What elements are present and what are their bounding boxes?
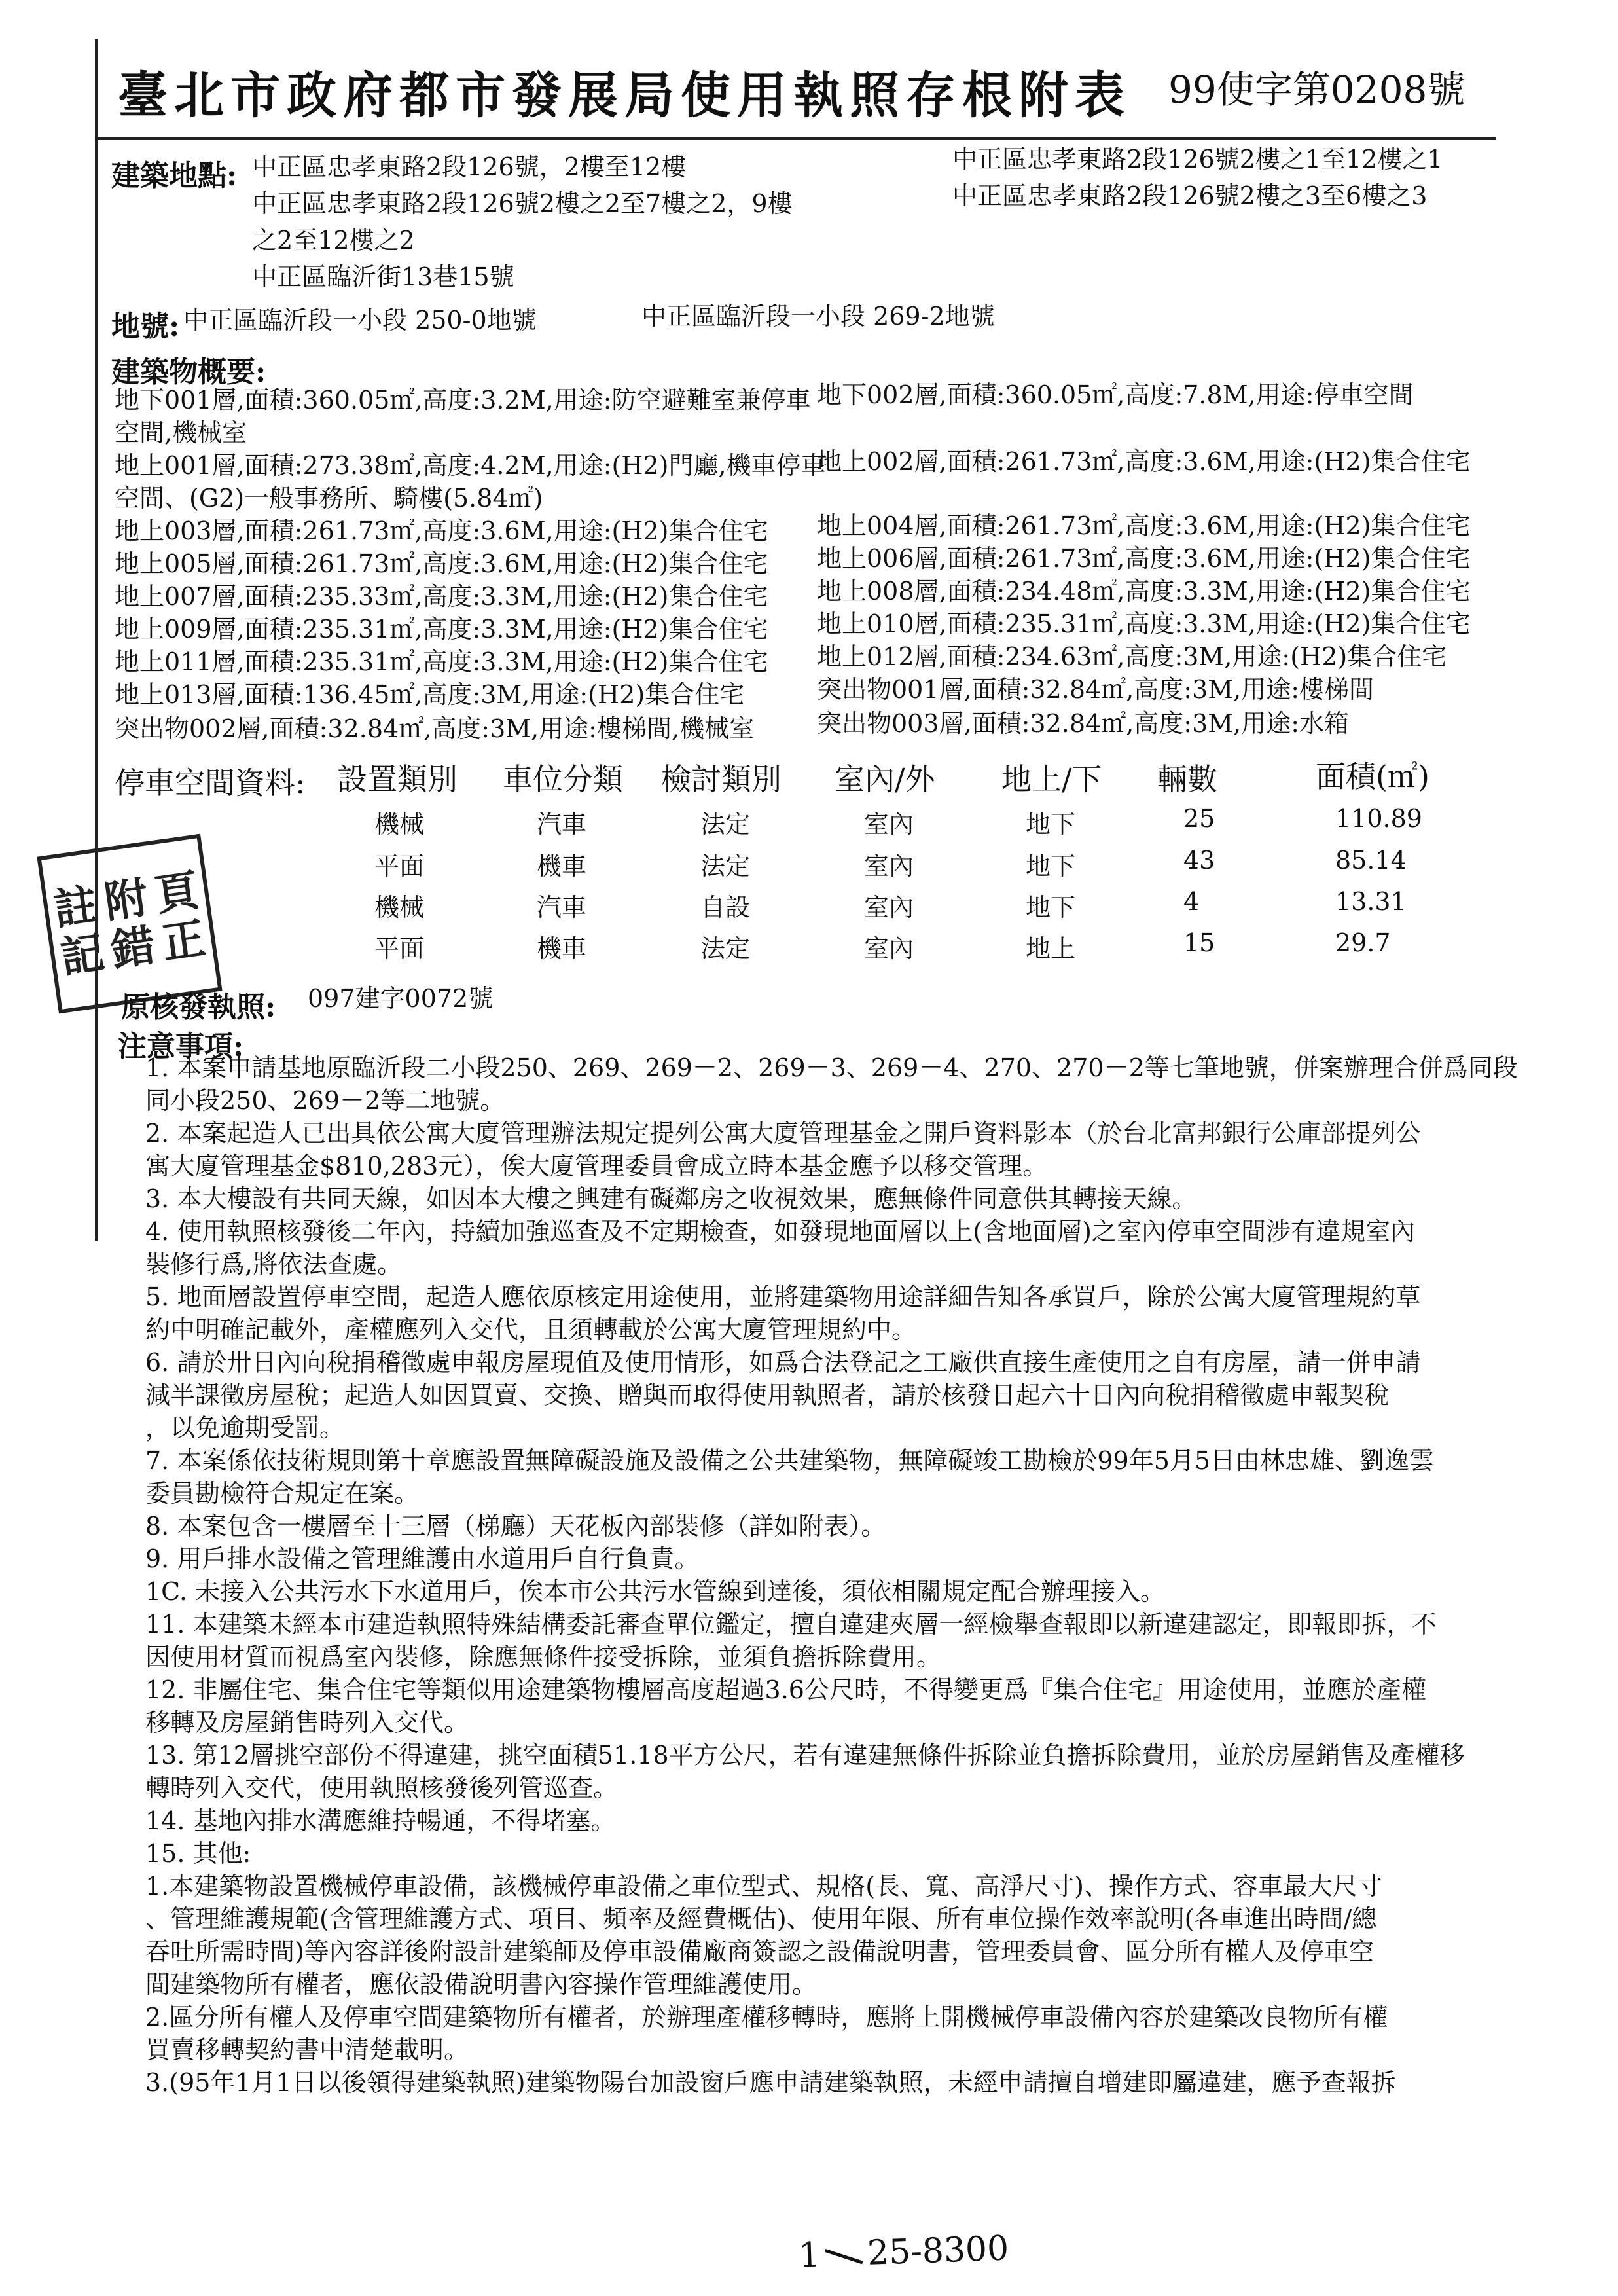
parking-cell: 室內 <box>864 810 914 839</box>
note-line: 14. 基地內排水溝應維持暢通，不得堵塞。 <box>145 1806 616 1835</box>
building-row: 地上003層,面積:261.73㎡,高度:3.6M,用途:(H2)集合住宅 <box>115 517 768 545</box>
footer-right: 25-8300 <box>867 2229 1010 2273</box>
parking-cell: 汽車 <box>537 810 587 839</box>
note-line: 3. 本大樓設有共同天線，如因本大樓之興建有礙鄰房之收視效果，應無條件同意供其轉接天線。 <box>145 1184 1197 1213</box>
building-row: 地上002層,面積:261.73㎡,高度:3.6M,用途:(H2)集合住宅 <box>817 447 1471 476</box>
parking-cell: 機車 <box>537 852 587 881</box>
stamp-char: 頁 <box>151 864 202 921</box>
footer-mark <box>825 2249 863 2264</box>
note-line: 轉時列入交代，使用執照核發後列管巡查。 <box>145 1774 619 1802</box>
parking-header: 地上/下 <box>1001 761 1102 797</box>
note-line: 15. 其他: <box>145 1839 251 1868</box>
lot-label: 地號: <box>111 310 180 343</box>
note-line: 寓大廈管理基金$810,283元），俟大廈管理委員會成立時本基金應予以移交管理。 <box>145 1152 1048 1180</box>
parking-cell: 29.7 <box>1335 928 1391 957</box>
note-line: 1. 本案申請基地原臨沂段二小段250、269、269－2、269－3、269－4、270、270－2等七筆地號，併案辦理合併爲同段 <box>145 1053 1518 1082</box>
building-row: 地上001層,面積:273.38㎡,高度:4.2M,用途:(H2)門廳,機車停車 <box>115 451 826 480</box>
building-row: 地上008層,面積:234.48㎡,高度:3.3M,用途:(H2)集合住宅 <box>817 577 1471 606</box>
note-line: 6. 請於卅日內向稅捐稽徵處申報房屋現值及使用情形，如爲合法登記之工廠供直接生產使用之自有房屋，請一併申請 <box>145 1348 1421 1377</box>
note-line: 5. 地面層設置停車空間，起造人應依原核定用途使用，並將建築物用途詳細告知各承買戶，除於公寓大廈管理規約草 <box>145 1283 1421 1311</box>
stamp-char: 正 <box>158 912 209 969</box>
note-line: 吞吐所需時間)等內容詳後附設計建築師及停車設備廠商簽認之設備說明書，管理委員會、區分所有權人及停車空 <box>145 1937 1374 1966</box>
parking-cell: 機械 <box>374 893 425 922</box>
note-line: 1C. 未接入公共污水下水道用戶，俟本市公共污水管線到達後，須依相關規定配合辦理接入。 <box>145 1577 1166 1606</box>
building-row: 地上006層,面積:261.73㎡,高度:3.6M,用途:(H2)集合住宅 <box>817 544 1471 573</box>
note-line: 移轉及房屋銷售時列入交代。 <box>145 1708 469 1737</box>
parking-cell: 13.31 <box>1335 887 1407 916</box>
note-line: 2.區分所有權人及停車空間建築物所有權者，於辦理產權移轉時，應將上開機械停車設備內容於建築改良物所有權 <box>145 2003 1388 2032</box>
note-line: 1.本建築物設置機械停車設備，該機械停車設備之車位型式、規格(長、寬、高淨尺寸)、操作方式、容車最大尺寸 <box>145 1872 1382 1901</box>
parking-label: 停車空間資料: <box>115 765 306 801</box>
note-line: 委員勘檢符合規定在案。 <box>145 1479 420 1508</box>
note-line: 裝修行爲,將依法查處。 <box>145 1250 403 1279</box>
note-line: 11. 本建築未經本市建造執照特殊結構委託審查單位鑑定，擅自違建夾層一經檢舉查報即以新違建認定，即報即拆，不 <box>145 1610 1437 1639</box>
building-row: 地上011層,面積:235.31㎡,高度:3.3M,用途:(H2)集合住宅 <box>115 647 768 676</box>
site-line: 中正區忠孝東路2段126號2樓之3至6樓之3 <box>952 181 1428 210</box>
note-line: 約中明確記載外，產權應列入交代，且須轉載於公寓大廈管理規約中。 <box>145 1315 917 1344</box>
permit-number: 99使字第0208號 <box>1168 67 1465 112</box>
stamp-char: 附 <box>101 871 151 928</box>
parking-cell: 法定 <box>700 810 751 839</box>
parking-cell: 85.14 <box>1335 846 1407 875</box>
site-line: 之2至12樓之2 <box>252 226 415 255</box>
site-line: 中正區臨沂街13巷15號 <box>252 263 514 291</box>
parking-cell: 法定 <box>700 852 751 881</box>
stamp-char: 記 <box>57 926 108 983</box>
note-line: 13. 第12層挑空部份不得違建，挑空面積51.18平方公尺，若有違建無條件拆除並負擔拆除費用，並於房屋銷售及產權移 <box>145 1741 1465 1770</box>
parking-cell: 地下 <box>1026 852 1076 881</box>
title-underline-rule <box>95 137 1496 140</box>
building-row: 突出物003層,面積:32.84㎡,高度:3M,用途:水箱 <box>817 709 1350 738</box>
note-line: 12. 非屬住宅、集合住宅等類似用途建築物樓層高度超過3.6公尺時，不得變更爲『集合住宅』用途使用，並應於產權 <box>145 1675 1426 1704</box>
parking-header: 車位分類 <box>503 761 623 797</box>
parking-cell: 43 <box>1183 846 1215 875</box>
building-row: 地上007層,面積:235.33㎡,高度:3.3M,用途:(H2)集合住宅 <box>115 582 768 611</box>
parking-cell: 機車 <box>537 934 587 963</box>
parking-cell: 15 <box>1183 928 1215 957</box>
parking-cell: 法定 <box>700 934 751 963</box>
site-line: 中正區忠孝東路2段126號2樓之1至12樓之1 <box>952 145 1443 173</box>
parking-cell: 平面 <box>374 852 425 881</box>
building-row: 地上010層,面積:235.31㎡,高度:3.3M,用途:(H2)集合住宅 <box>817 610 1471 638</box>
building-label: 建築物概要: <box>111 355 266 389</box>
lot-item: 中正區臨沂段一小段 269-2地號 <box>641 302 995 331</box>
parking-header: 室內/外 <box>835 761 935 797</box>
site-line: 中正區忠孝東路2段126號，2樓至12樓 <box>252 153 687 181</box>
stamp-char: 註 <box>50 879 101 936</box>
building-row: 空間,機械室 <box>115 418 247 447</box>
stamp-char: 錯 <box>108 919 158 976</box>
parking-header: 檢討類別 <box>661 761 782 797</box>
note-line: 2. 本案起造人已出具依公寓大廈管理辦法規定提列公寓大廈管理基金之開戶資料影本（於台北富邦銀行公庫部提列公 <box>145 1119 1421 1148</box>
note-line: 減半課徵房屋稅；起造人如因買賣、交換、贈與而取得使用執照者，請於核發日起六十日內向稅捐稽徵處申報契稅 <box>145 1381 1390 1410</box>
parking-header: 面積(㎡) <box>1316 759 1429 794</box>
building-row: 突出物002層,面積:32.84㎡,高度:3M,用途:樓梯間,機械室 <box>115 714 755 743</box>
building-row: 地上005層,面積:261.73㎡,高度:3.6M,用途:(H2)集合住宅 <box>115 549 768 578</box>
parking-cell: 汽車 <box>537 893 587 922</box>
building-row: 地上004層,面積:261.73㎡,高度:3.6M,用途:(H2)集合住宅 <box>817 511 1471 540</box>
parking-header: 設置類別 <box>337 761 458 797</box>
note-line: 9. 用戶排水設備之管理維護由水道用戶自行負責。 <box>145 1544 700 1573</box>
parking-header: 輛數 <box>1157 761 1217 797</box>
note-line: 買賣移轉契約書中清楚載明。 <box>145 2035 469 2064</box>
building-row: 空間、(G2)一般事務所、騎樓(5.84㎡) <box>115 484 543 513</box>
note-line: ，以免逾期受罰。 <box>145 1413 345 1442</box>
note-line: 間建築物所有權者，應依設備說明書內容操作管理維護使用。 <box>145 1970 818 1999</box>
site-label: 建築地點: <box>111 159 238 192</box>
notes-list <box>145 1051 1585 2099</box>
building-row: 地下002層,面積:360.05㎡,高度:7.8M,用途:停車空間 <box>817 380 1414 409</box>
footer-serial <box>798 2229 1009 2275</box>
note-line: 3.(95年1月1日以後領得建築執照)建築物陽台加設窗戶應申請建築執照，未經申請擅自增建即屬違建，應予查報拆 <box>145 2068 1396 2097</box>
parking-cell: 自設 <box>700 893 751 922</box>
building-row: 突出物001層,面積:32.84㎡,高度:3M,用途:樓梯間 <box>817 675 1375 704</box>
parking-cell: 地上 <box>1026 934 1076 963</box>
parking-cell: 機械 <box>374 810 425 839</box>
left-border-rule <box>95 39 98 1241</box>
parking-cell: 室內 <box>864 893 914 922</box>
parking-cell: 110.89 <box>1335 804 1422 833</box>
footer-left: 1 <box>798 2235 821 2276</box>
parking-cell: 25 <box>1183 804 1215 833</box>
parking-cell: 地下 <box>1026 893 1076 922</box>
building-row: 地上012層,面積:234.63㎡,高度:3M,用途:(H2)集合住宅 <box>817 642 1447 671</box>
note-line: 、管理維護規範(含管理維護方式、項目、頻率及經費概估)、使用年限、所有車位操作效率說明(各車進出時間/總 <box>145 1904 1377 1933</box>
parking-cell: 室內 <box>864 852 914 881</box>
lot-item: 中正區臨沂段一小段 250-0地號 <box>183 306 537 335</box>
original-permit-label: 原核發執照: <box>121 991 276 1024</box>
document-title: 臺北市政府都市發展局使用執照存根附表 <box>118 66 1131 124</box>
parking-cell: 地下 <box>1026 810 1076 839</box>
original-permit-value: 097建字0072號 <box>308 984 494 1013</box>
parking-cell: 室內 <box>864 934 914 963</box>
building-row: 地上009層,面積:235.31㎡,高度:3.3M,用途:(H2)集合住宅 <box>115 615 768 644</box>
note-line: 4. 使用執照核發後二年內，持續加強巡查及不定期檢查，如發現地面層以上(含地面層)之室內停車空間涉有違規室內 <box>145 1217 1415 1246</box>
parking-cell: 4 <box>1183 887 1200 916</box>
note-line: 因使用材質而視爲室內裝修，除應無條件接受拆除，並須負擔拆除費用。 <box>145 1643 942 1671</box>
note-line: 7. 本案係依技術規則第十章應設置無障礙設施及設備之公共建築物，無障礙竣工勘檢於99年5月5日由林忠雄、劉逸雲 <box>145 1446 1435 1475</box>
notes-label: 注意事項: <box>118 1030 244 1063</box>
note-line: 8. 本案包含一樓層至十三層（梯廳）天花板內部裝修（詳如附表）。 <box>145 1512 886 1540</box>
building-row: 地上013層,面積:136.45㎡,高度:3M,用途:(H2)集合住宅 <box>115 680 745 709</box>
parking-cell: 平面 <box>374 934 425 963</box>
building-row: 地下001層,面積:360.05㎡,高度:3.2M,用途:防空避難室兼停車 <box>115 386 811 414</box>
note-line: 同小段250、269－2等二地號。 <box>145 1086 505 1115</box>
site-line: 中正區忠孝東路2段126號2樓之2至7樓之2，9樓 <box>252 189 793 218</box>
